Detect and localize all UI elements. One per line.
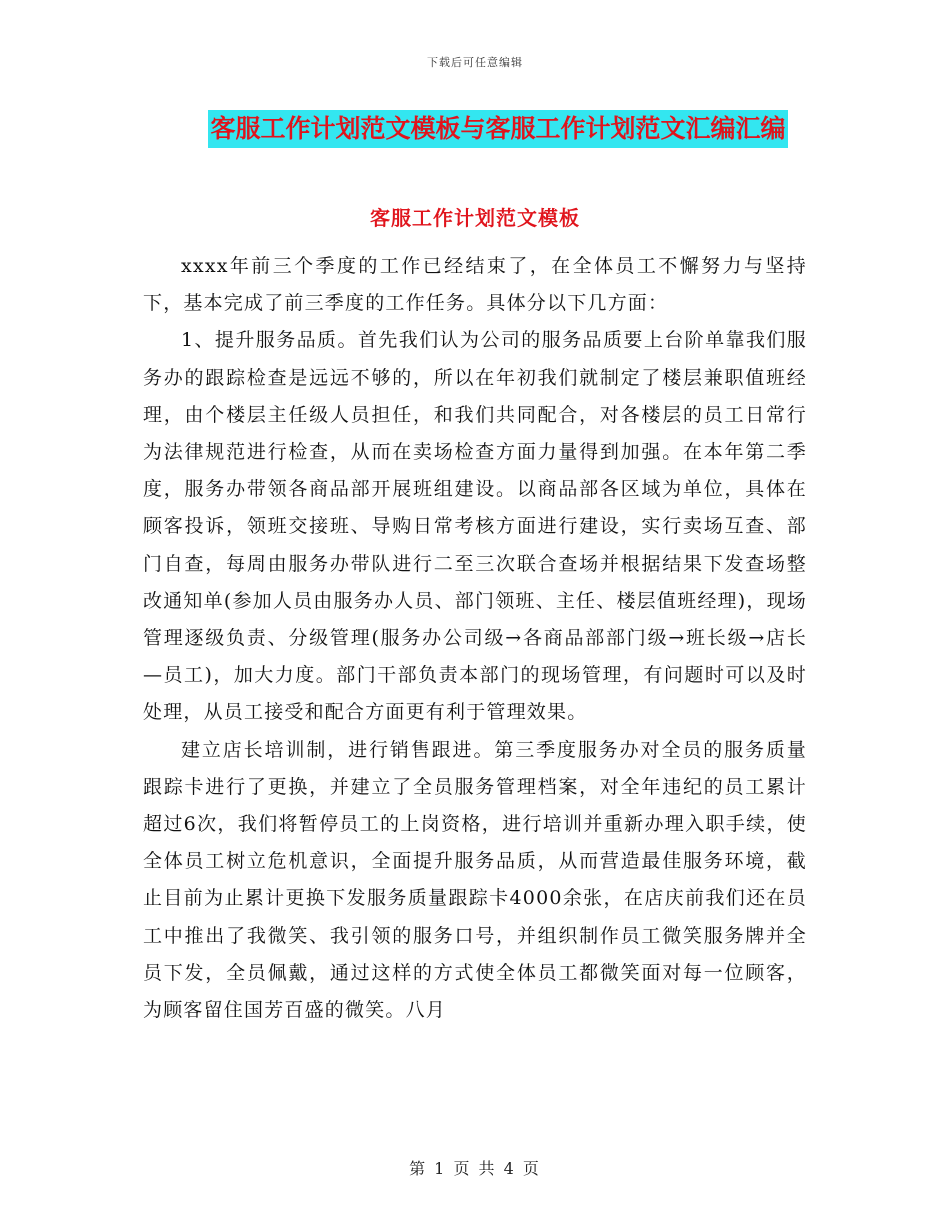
section-title: 客服工作计划范文模板 (370, 206, 580, 230)
document-body (143, 248, 807, 1029)
document-title-container (0, 110, 950, 148)
header-note: 下载后可任意编辑 (427, 56, 523, 69)
document-title: 客服工作计划范文模板与客服工作计划范文汇编汇编 (208, 110, 787, 148)
paragraph-training: 建立店长培训制，进行销售跟进。第三季度服务办对全员的服务质量跟踪卡进行了更换，并建立了全员服务管理档案，对全年违纪的员工累计超过6次，我们将暂停员工的上岗资格，进行培训并重新办理入职手续，使全体员工树立危机意识，全面提升服务品质，从而营造最佳服务环境，截止目前为止累计更换下发服务质量跟踪卡4000余张，在店庆前我们还在员工中推出了我微笑、我引领的服务口号，并组织制作员工微笑服务牌并全员下发，全员佩戴，通过这样的方式使全体员工都微笑面对每一位顾客，为顾客留住国芳百盛的微笑。八月 (143, 738, 807, 1022)
paragraph-service-quality: 1、提升服务品质。首先我们认为公司的服务品质要上台阶单靠我们服务办的跟踪检查是远远不够的，所以在年初我们就制定了楼层兼职值班经理，由个楼层主任级人员担任，和我们共同配合，对各楼层的员工日常行为法律规范进行检查，从而在卖场检查方面力量得到加强。在本年第二季度，服务办带领各商品部开展班组建设。以商品部各区域为单位，具体在顾客投诉，领班交接班、导购日常考核方面进行建设，实行卖场互查、部门自查，每周由服务办带队进行二至三次联合查场并根据结果下发查场整改通知单(参加人员由服务办人员、部门领班、主任、楼层值班经理)，现场管理逐级负责、分级管理(服务办公司级→各商品部部门级→班长级→店长—员工)，加大力度。部门干部负责本部门的现场管理，有问题时可以及时处理，从员工接受和配合方面更有利于管理效果。 (143, 329, 807, 724)
page-footer: 第 1 页 共 4 页 (409, 1159, 541, 1178)
paragraph-intro: xxxx年前三个季度的工作已经结束了，在全体员工不懈努力与坚持下，基本完成了前三季度的工作任务。具体分以下几方面： (143, 255, 807, 315)
